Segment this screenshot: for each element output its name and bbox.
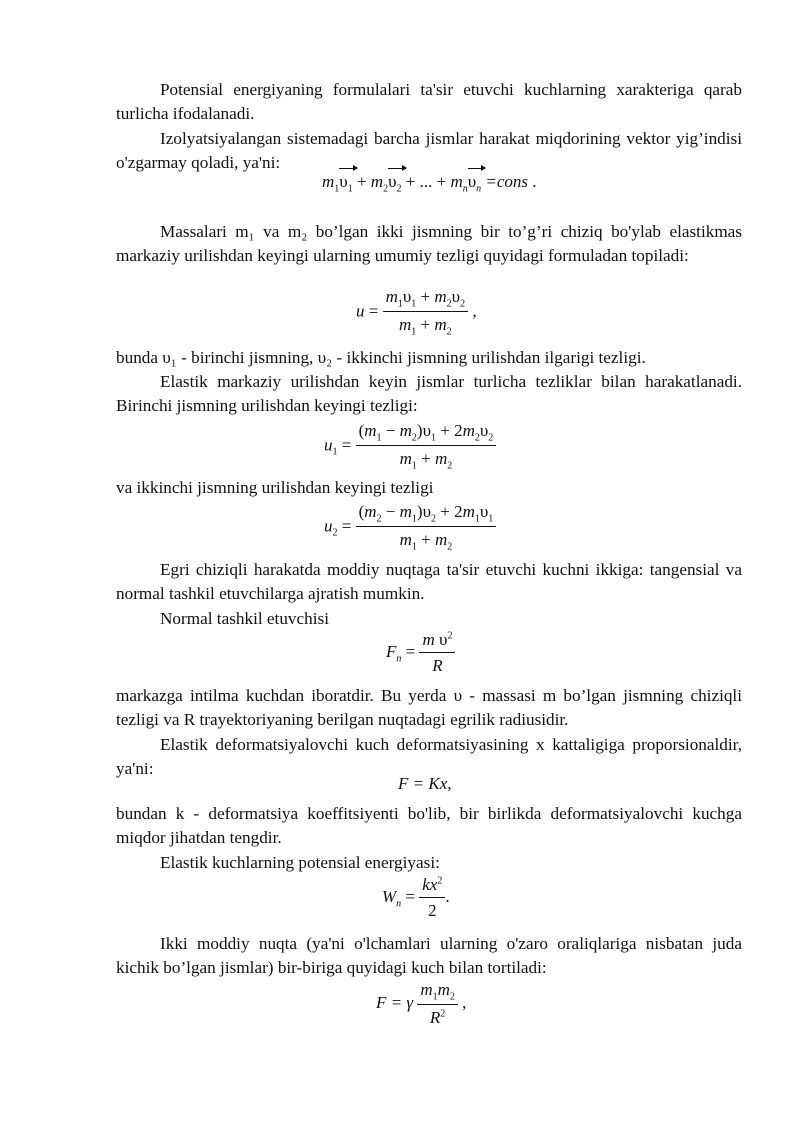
formula-gravity-lhs: F = γ xyxy=(376,993,414,1013)
formula-hooke xyxy=(398,774,452,794)
paragraph-elastic-collision: Elastik markaziy urilishdan keyin jismlar turlicha tezliklar bilan harakatlanadi. Birinchi jismning urilishdan keyingi tezligi: xyxy=(116,372,742,416)
formula-elastic-energy: $W_n$ = $\frac{kx^2}{2}$ . xyxy=(382,875,450,920)
paragraph-curvilinear-motion: Egri chiziqli harakatda moddiy nuqtaga ta'sir etuvchi kuchni ikkiga: tangensial va normal tashkil etuvchilarga ajratish mumkin. xyxy=(116,560,742,604)
paragraph-deformation-coefficient: bundan k - deformatsiya koeffitsiyenti bo'lib, bir birlikda deformatsiyalovchi kuchga miqdor jihatdan tengdir. xyxy=(116,804,742,848)
paragraph-elastic-force: Elastik deformatsiyalovchi kuch deformatsiyasining x kattaligiga proporsionaldir, ya'ni: xyxy=(116,735,742,779)
formula-wn-symbol: W xyxy=(382,886,397,906)
formula-fn-symbol: F xyxy=(386,641,397,661)
formula-normal-force: $F_n$ = $\frac{m \upsilon^2}{R}$ xyxy=(386,630,455,676)
formula-common-velocity: u = $\frac{m_1\upsilon_1 + m_2\upsilon_2}{m_1 + m_2}$ , xyxy=(356,287,477,338)
paragraph-velocity-definition: bunda υ₁ - birinchi jismning, υ₂ - ikkinchi jismning urilishdan ilgarigi tezligi. xyxy=(116,348,646,367)
paragraph-inelastic-collision: Massalari m₁ va m₂ bo’lgan ikki jismning bir to’g’ri chiziq bo'ylab elastikmas markaziy urilishdan keyingi ularning umumiy tezligi quyidagi formuladan topiladi: xyxy=(116,222,742,266)
paragraph-second-body: va ikkinchi jismning urilishdan keyingi tezligi xyxy=(116,478,434,497)
formula-u1: $u_1$ = $\frac{(m_1 - m_2)\upsilon_1 + 2m_2\upsilon_2}{m_1 + m_2}$ xyxy=(324,421,496,472)
paragraph-centripetal: markazga intilma kuchdan iboratdir. Bu yerda υ - massasi m bo’lgan jismning chiziqli tezligi va R trayektoriyaning berilgan nuqtadagi egrilik radiusidir. xyxy=(116,686,742,730)
formula-momentum: $m_1\upsilon_1 + m_2\upsilon_2$ + ... + $m_n\upsilon_n$ =cons . xyxy=(322,172,537,195)
formula-momentum-rhs: =cons xyxy=(485,172,529,191)
formula-u-symbol: u xyxy=(356,301,365,321)
paragraph-elastic-potential: Elastik kuchlarning potensial energiyasi: xyxy=(160,853,440,872)
formula-u2: $u_2$ = $\frac{(m_2 - m_1)\upsilon_2 + 2m_1\upsilon_1}{m_1 + m_2}$ xyxy=(324,502,496,553)
paragraph-momentum-conservation: Izolyatsiyalangan sistemadagi barcha jismlar harakat miqdorining vektor yig’indisi o'zgarmay qoladi, ya'ni: xyxy=(116,129,742,173)
formula-gravity: F = γ $\frac{m_1m_2}{R^2}$ , xyxy=(376,980,467,1028)
paragraph-gravitation: Ikki moddiy nuqta (ya'ni o'lchamlari ularning o'zaro oraliqlariga nisbatan juda kichik bo’lgan jismlar) bir-biriga quyidagi kuch bilan tortiladi: xyxy=(116,934,742,978)
formula-hooke-text: F = Kx, xyxy=(398,774,452,793)
paragraph-normal-component: Normal tashkil etuvchisi xyxy=(160,609,329,628)
paragraph-potential-energy: Potensial energiyaning formulalari ta'sir etuvchi kuchlarning xarakteriga qarab turlicha ifodalanadi. xyxy=(116,80,742,124)
